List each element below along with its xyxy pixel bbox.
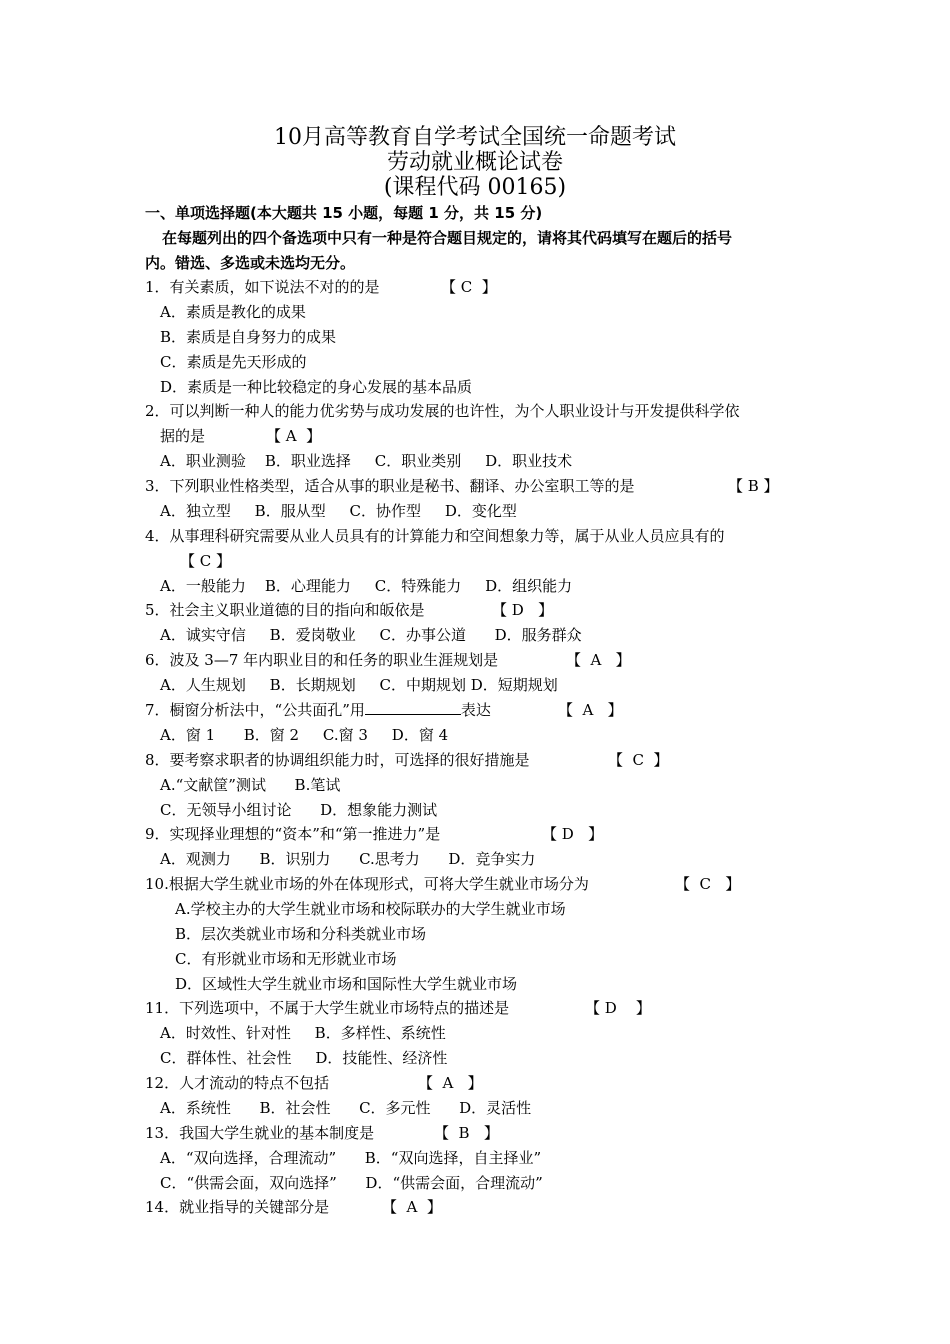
option-b: B．素质是自身努力的成果: [160, 328, 337, 346]
question-stem: 1．有关素质，如下说法不对的的是: [145, 278, 380, 296]
answer-bracket: 【 A 】: [266, 427, 322, 445]
question-stem: 12．人才流动的特点不包括: [145, 1074, 330, 1092]
options-row: A．独立型 B．服从型 C．协作型 D．变化型: [160, 502, 517, 520]
answer-bracket: 【 C 】: [180, 552, 232, 570]
options-row: A．职业测验 B．职业选择 C．职业类别 D．职业技术: [160, 452, 573, 470]
answer-bracket: 【 A 】: [566, 651, 631, 669]
question-stem: 6．波及 3—7 年内职业目的和任务的职业生涯规划是: [145, 651, 499, 669]
question-stem: 2．可以判断一种人的能力优劣势与成功发展的也许性，为个人职业设计与开发提供科学依: [145, 402, 740, 420]
options-row: A．诚实守信 B．爱岗敬业 C．办事公道 D．服务群众: [160, 626, 582, 644]
section-instruction-cont: 内。错选、多选或未选均无分。: [145, 254, 356, 272]
options-row: C．无领导小组讨论 D．想象能力测试: [160, 801, 438, 819]
question-stem-cont: 据的是: [160, 427, 206, 445]
question-stem: 11．下列选项中，不属于大学生就业市场特点的描述是: [145, 999, 510, 1017]
question-stem: 5．社会主义职业道德的目的指向和皈依是: [145, 601, 425, 619]
section-heading: 一、单项选择题(本大题共 15 小题，每题 1 分，共 15 分): [145, 204, 543, 222]
options-row: C．“供需会面，双向选择” D．“供需会面，合理流动”: [160, 1174, 543, 1192]
question-stem: 10.根据大学生就业市场的外在体现形式，可将大学生就业市场分为: [145, 875, 589, 893]
option-a: A．素质是教化的成果: [160, 303, 306, 321]
answer-bracket: 【 D 】: [585, 999, 651, 1017]
options-row: A．窗 1 B．窗 2 C.窗 3 D．窗 4: [160, 726, 449, 744]
question-stem: [145, 700, 491, 720]
question-stem: 9．实现择业理想的“资本”和“第一推进力”是: [145, 825, 441, 843]
question-stem-post: 表达: [460, 701, 491, 719]
options-row: A．时效性、针对性 B．多样性、系统性: [160, 1024, 446, 1042]
option-d: D．区域性大学生就业市场和国际性大学生就业市场: [175, 975, 518, 993]
answer-bracket: 【 D 】: [542, 825, 604, 843]
options-row: A．一般能力 B．心理能力 C．特殊能力 D．组织能力: [160, 577, 573, 595]
answer-bracket: 【 A 】: [418, 1074, 483, 1092]
section-instruction: 在每题列出的四个备选项中只有一种是符合题目规定的，请将其代码填写在题后的括号: [162, 229, 733, 247]
options-row: A.“文献筐”测试 B.笔试: [160, 776, 341, 794]
option-d: D．素质是一种比较稳定的身心发展的基本品质: [160, 378, 473, 396]
answer-bracket: 【 C 】: [441, 278, 497, 296]
options-row: A．观测力 B．识别力 C.思考力 D．竞争实力: [160, 850, 536, 868]
question-stem: 3．下列职业性格类型，适合从事的职业是秘书、翻译、办公室职工等的是: [145, 477, 635, 495]
option-b: B．层次类就业市场和分科类就业市场: [175, 925, 427, 943]
option-c: C．素质是先天形成的: [160, 353, 307, 371]
answer-bracket: 【 D 】: [492, 601, 554, 619]
options-row: A．系统性 B．社会性 C．多元性 D．灵活性: [160, 1099, 532, 1117]
options-row: A．人生规划 B．长期规划 C．中期规划 D．短期规划: [160, 676, 558, 694]
option-c: C．有形就业市场和无形就业市场: [175, 950, 397, 968]
options-row: C．群体性、社会性 D．技能性、经济性: [160, 1049, 448, 1067]
answer-bracket: 【 A 】: [382, 1198, 442, 1216]
answer-bracket: 【 C 】: [675, 875, 741, 893]
fill-blank: [365, 700, 461, 715]
question-stem: 8．要考察求职者的协调组织能力时，可选择的很好措施是: [145, 751, 530, 769]
exam-title: 10月高等教育自学考试全国统一命题考试: [274, 125, 676, 150]
question-stem: 4．从事理科研究需要从业人员具有的计算能力和空间想象力等，属于从业人员应具有的: [145, 527, 725, 545]
question-stem-pre: 7．橱窗分析法中，“公共面孔”用: [145, 701, 365, 719]
question-stem: 13．我国大学生就业的基本制度是: [145, 1124, 375, 1142]
answer-bracket: 【 C 】: [608, 751, 669, 769]
answer-bracket: 【 A 】: [558, 701, 623, 719]
course-code: (课程代码 00165): [383, 175, 567, 200]
answer-bracket: 【 B 】: [434, 1124, 499, 1142]
option-a: A.学校主办的大学生就业市场和校际联办的大学生就业市场: [175, 900, 566, 918]
exam-subtitle: 劳动就业概论试卷: [386, 150, 563, 175]
answer-bracket: 【 B 】: [728, 477, 779, 495]
options-row: A．“双向选择，合理流动” B．“双向选择，自主择业”: [160, 1149, 542, 1167]
question-stem: 14．就业指导的关键部分是: [145, 1198, 330, 1216]
